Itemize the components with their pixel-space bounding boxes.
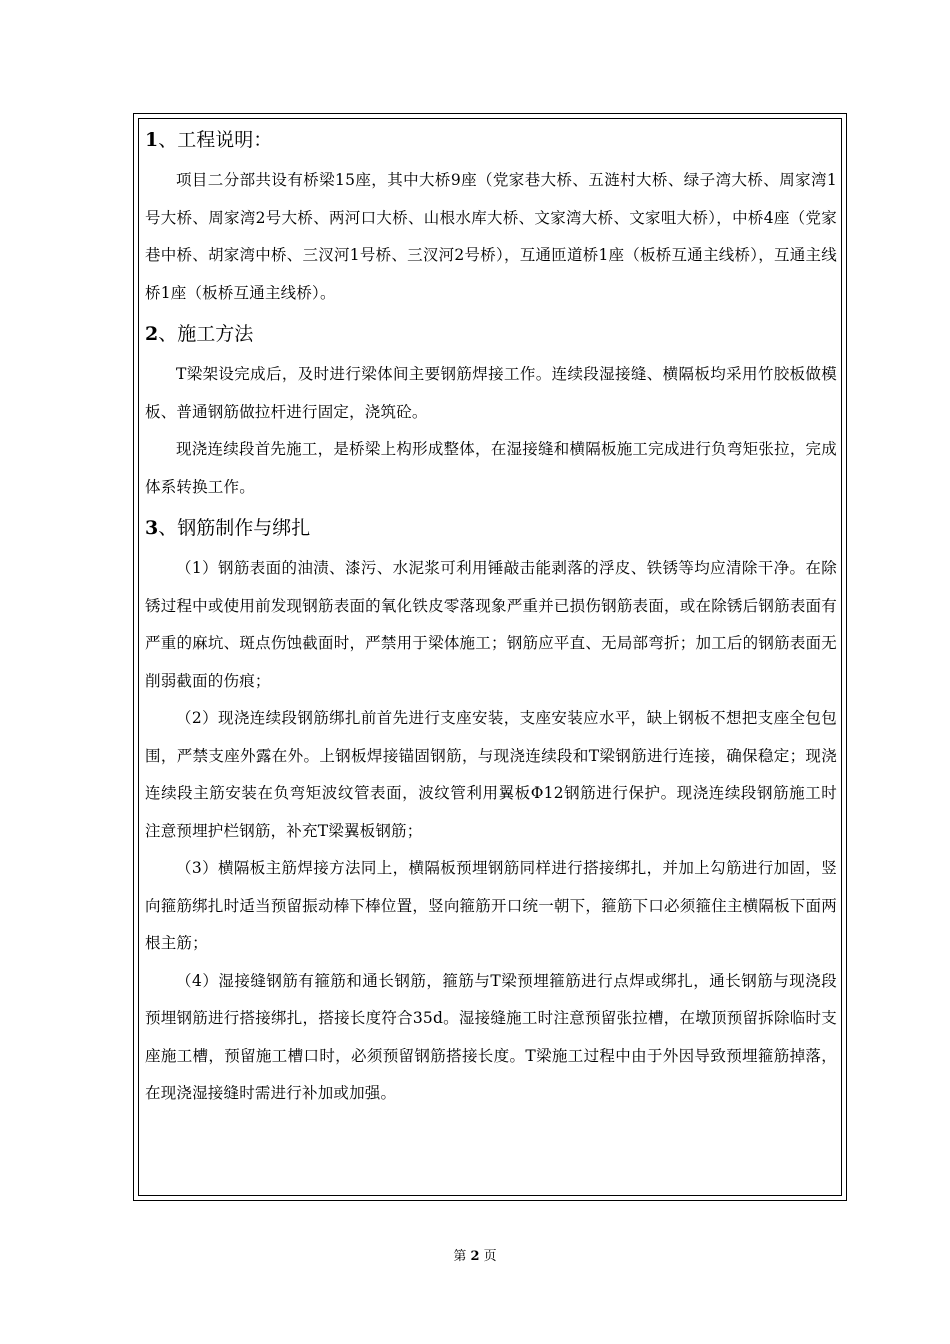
section-heading: [145, 506, 837, 550]
section-title: 、施工方法: [158, 323, 254, 345]
section-heading: [145, 118, 837, 162]
page-footer: [0, 1248, 950, 1266]
page-number-suffix: 页: [483, 1249, 497, 1264]
section-number: 1: [145, 129, 159, 151]
section-rebar-fabrication: [145, 506, 837, 1113]
section-title: 、工程说明：: [158, 129, 273, 151]
page-number-prefix: 第: [453, 1249, 467, 1264]
paragraph: （1）钢筋表面的油渍、漆污、水泥浆可利用锤敲击能剥落的浮皮、铁锈等均应清除干净。在除锈过程中或使用前发现钢筋表面的氧化铁皮零落现象严重并已损伤钢筋表面，或在除锈后钢筋表面有严重的麻坑、斑点伤蚀截面时，严禁用于梁体施工；钢筋应平直、无局部弯折；加工后的钢筋表面无削弱截面的伤痕；: [145, 559, 837, 690]
paragraph: 现浇连续段首先施工，是桥梁上构形成整体，在湿接缝和横隔板施工完成进行负弯矩张拉，完成体系转换工作。: [145, 440, 837, 496]
paragraph: （4）湿接缝钢筋有箍筋和通长钢筋，箍筋与T梁预埋箍筋进行点焊或绑扎，通长钢筋与现浇段预埋钢筋进行搭接绑扎，搭接长度符合35d。湿接缝施工时注意预留张拉槽，在墩顶预留拆除临时支座施工槽，预留施工槽口时，必须预留钢筋搭接长度。T梁施工过程中由于外因导致预埋箍筋掉落，在现浇湿接缝时需进行补加或加强。: [145, 971, 837, 1102]
section-heading: [145, 312, 837, 356]
section-number: 3: [145, 517, 159, 539]
paragraph: （3）横隔板主筋焊接方法同上，横隔板预埋钢筋同样进行搭接绑扎，并加上勾筋进行加固，竖向箍筋绑扎时适当预留振动棒下棒位置，竖向箍筋开口统一朝下，箍筋下口必须箍住主横隔板下面两根主筋；: [145, 859, 837, 952]
page-number: 2: [470, 1249, 480, 1264]
paragraph: （2）现浇连续段钢筋绑扎前首先进行支座安装，支座安装应水平，缺上钢板不想把支座全包包围，严禁支座外露在外。上钢板焊接锚固钢筋，与现浇连续段和T梁钢筋进行连接，确保稳定；现浇连续段主筋安装在负弯矩波纹管表面，波纹管利用翼板Φ12钢筋进行保护。现浇连续段钢筋施工时注意预埋护栏钢筋，补充T梁翼板钢筋；: [145, 709, 837, 840]
section-number: 2: [145, 323, 159, 345]
paragraph: T梁架设完成后，及时进行梁体间主要钢筋焊接工作。连续段湿接缝、横隔板均采用竹胶板做模板、普通钢筋做拉杆进行固定，浇筑砼。: [145, 365, 837, 421]
section-construction-method: [145, 312, 837, 506]
paragraph: 项目二分部共设有桥梁15座，其中大桥9座（党家巷大桥、五涟村大桥、绿子湾大桥、周家湾1号大桥、周家湾2号大桥、两河口大桥、山根水库大桥、文家湾大桥、文家咀大桥），中桥4座（党家巷中桥、胡家湾中桥、三汊河1号桥、三汊河2号桥），互通匝道桥1座（板桥互通主线桥），互通主线桥1座（板桥互通主线桥）。: [145, 171, 837, 302]
document-content: [145, 118, 837, 1113]
section-title: 、钢筋制作与绑扎: [158, 517, 311, 539]
section-project-description: [145, 118, 837, 312]
